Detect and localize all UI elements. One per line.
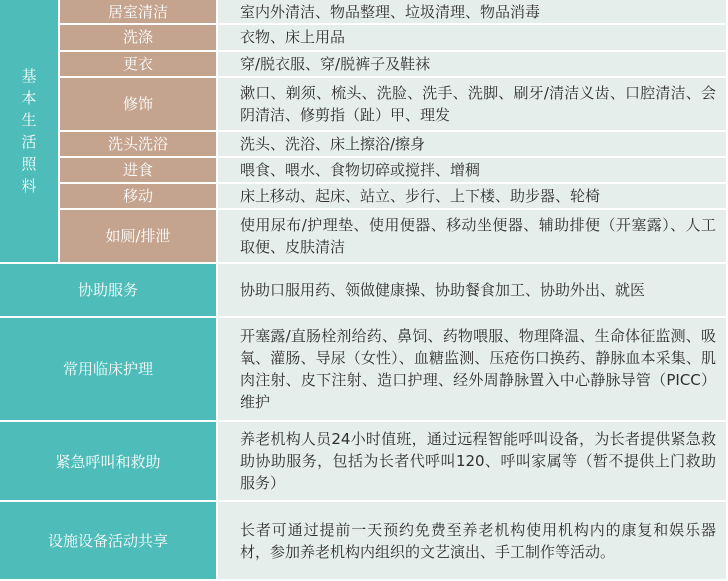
description-cell: 漱口、剃须、梳头、洗脸、洗手、洗脚、刷牙/清洁义齿、口腔清洁、会阴清洁、修剪指（趾）甲、理发 [218, 78, 728, 132]
table-row [0, 158, 728, 184]
sub-category-cell: 移动 [60, 184, 218, 210]
sub-category-cell: 居室清洁 [60, 0, 218, 25]
description-cell: 喂食、喂水、食物切碎或搅拌、增稠 [218, 158, 728, 184]
table-row [0, 184, 728, 210]
group-label: 基本生活照料 [21, 67, 37, 196]
table-row [0, 210, 728, 264]
description-cell: 床上移动、起床、站立、步行、上下楼、助步器、轮椅 [218, 184, 728, 210]
table-row [0, 25, 728, 51]
sub-category-cell: 如厕/排泄 [60, 210, 218, 264]
description-cell: 协助口服用药、领做健康操、协助餐食加工、协助外出、就医 [218, 264, 728, 318]
sub-category-cell: 更衣 [60, 52, 218, 78]
description-cell: 穿/脱衣服、穿/脱裤子及鞋袜 [218, 52, 728, 78]
description-cell: 洗头、洗浴、床上擦浴/擦身 [218, 132, 728, 158]
description-cell: 室内外清洁、物品整理、垃圾清理、物品消毒 [218, 0, 728, 25]
category-cell: 设施设备活动共享 [0, 502, 218, 581]
table-row [0, 422, 728, 502]
category-cell: 紧急呼叫和救助 [0, 422, 218, 502]
sub-category-cell: 修饰 [60, 78, 218, 132]
category-cell: 常用临床护理 [0, 318, 218, 422]
table-row [0, 132, 728, 158]
sub-category-cell: 洗涤 [60, 25, 218, 51]
sub-category-cell: 洗头洗浴 [60, 132, 218, 158]
category-cell: 协助服务 [0, 264, 218, 318]
table-row [0, 0, 728, 25]
description-cell: 使用尿布/护理垫、使用便器、移动坐便器、辅助排便（开塞露）、人工取便、皮肤清洁 [218, 210, 728, 264]
table-row [0, 78, 728, 132]
table-row [0, 502, 728, 581]
description-cell: 开塞露/直肠栓剂给药、鼻饲、药物喂服、物理降温、生命体征监测、吸氧、灌肠、导尿（女性）、血糖监测、压疮伤口换药、静脉血本采集、肌肉注射、皮下注射、造口护理、经外周静脉置入中心静脉导管（PICC）维护 [218, 318, 728, 422]
description-cell: 长者可通过提前一天预约免费至养老机构使用机构内的康复和娱乐器材，参加养老机构内组织的文艺演出、手工制作等活动。 [218, 502, 728, 581]
description-cell: 养老机构人员24小时值班，通过远程智能呼叫设备，为长者提供紧急救助协助服务，包括为长者代呼叫120、呼叫家属等（暂不提供上门救助服务） [218, 422, 728, 502]
sub-category-cell: 进食 [60, 158, 218, 184]
table-row [0, 264, 728, 318]
group-basic-care [0, 0, 60, 264]
table-row [0, 318, 728, 422]
description-cell: 衣物、床上用品 [218, 25, 728, 51]
table-row [0, 52, 728, 78]
